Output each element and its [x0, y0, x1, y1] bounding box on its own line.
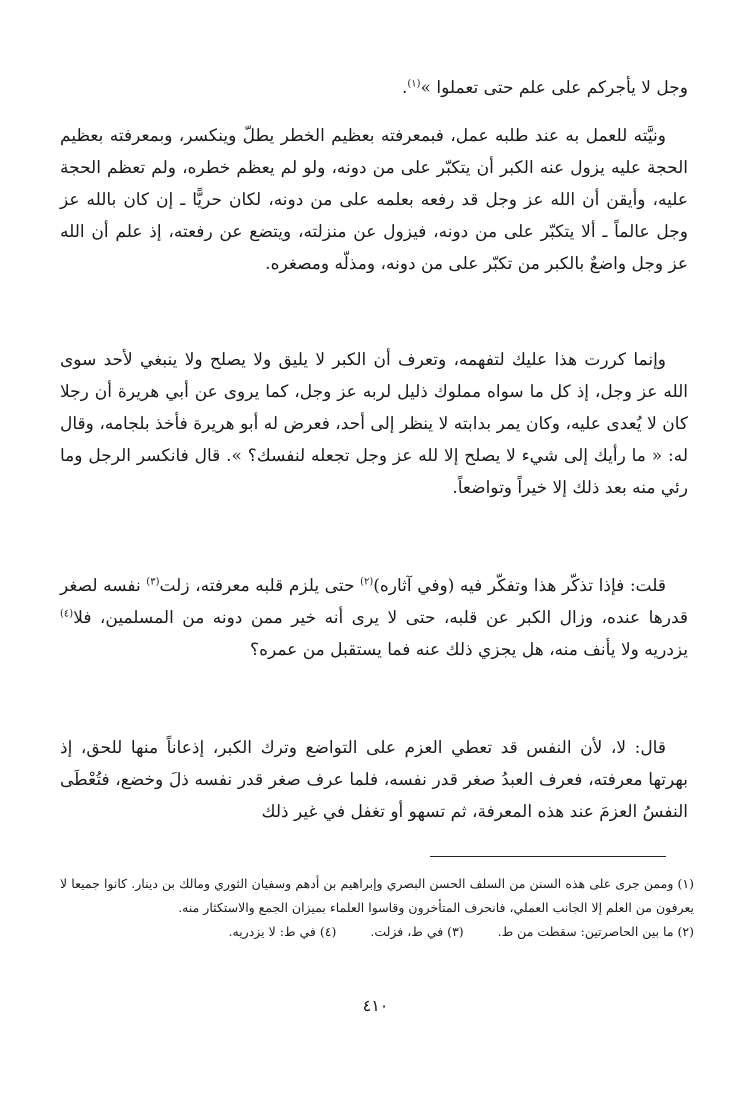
footnotes-row — [60, 920, 694, 944]
footnote-ref-4: (٤) — [60, 608, 74, 620]
paragraph-5: قال: لا، لأن النفس قد تعطي العزم على التواضع وترك الكبر، إذعاناً منها للحق، إذ بهرتها معرفته، فعرف العبدُ صغر قدر نفسه، فلما عرف صغر قدر نفسه ذلَ وخضع، فتُعْطَى النفسُ العزمَ عند هذه المعرفة، ثم تسهو أو تغفل في غير ذلك — [60, 738, 688, 822]
footnote-3: (٣) في ط، فزلت. — [370, 924, 464, 939]
footnote-4: (٤) في ط: لا يزدريه. — [228, 924, 337, 939]
footnote-1: (١) وممن جرى على هذه السنن من السلف الحسن البصري وإبراهيم بن أدهم وسفيان الثوري ومالك بن دينار. كانوا جميعا لا يعرفون من العلم إلا الجانب العملي، فانحرف المتأخرون وقاسوا العلماء بميزان الجمع والاستكثار منه. — [60, 876, 694, 915]
body-text-block-4 — [60, 570, 688, 666]
page-number: ٤١٠ — [362, 996, 389, 1015]
body-text-block-2 — [60, 120, 688, 280]
footnotes — [60, 872, 694, 944]
footnote-2: (٢) ما بين الحاصرتين: سقطت من ط. — [497, 924, 694, 939]
body-text-block-5 — [60, 732, 688, 828]
footnote-ref-3: (٣) — [146, 576, 160, 588]
body-text-block-3 — [60, 344, 688, 504]
paragraph-1: وجل لا يأجركم على علم حتى تعملوا »$^{(١)}$. — [401, 78, 688, 98]
footnote-divider — [430, 856, 666, 857]
paragraph-3: وإنما كررت هذا عليك لتفهمه، وتعرف أن الكبر لا يليق ولا يصلح ولا ينبغي لأحد سوى الله عز وجل، إذ كل ما سواه مملوك ذليل لربه عز وجل، كما يروى عن أبي هريرة أن رجلا كان لا يُعدى عليه، وكان يمر بدابته لا ينظر إلى أحد، فعرض له أبو هريرة فأخذ بلجامه، وقال له: « ما رأيك إلى شيء لا يصلح إلا لله عز وجل تجعله لنفسك؟ ». قال فانكسر الرجل وما رئي منه بعد ذلك إلا خيراً وتواضعاً. — [60, 350, 688, 498]
paragraph-4: قلت: فإذا تذكّر هذا وتفكّر فيه (وفي آثاره)$^{(٢)}$ حتى يلزم قلبه معرفته، زلت$^{(٣)}$ نفسه لصغر قدرها عنده، وزال الكبر عن قلبه، حتى لا يرى أنه خير ممن دونه من المسلمين، فلا$^{(٤)}$ يزدريه ولا يأنف منه، هل يجزي ذلك عنه فما يستقبل من عمره؟ — [60, 576, 688, 660]
footnote-ref-2: (٢) — [360, 576, 374, 588]
paragraph-2: ونيَّته للعمل به عند طلبه عمل، فبمعرفته بعظيم الخطر يطلّ وينكسر، وبمعرفته بعظيم الحجة عليه يزول عنه الكبر أن يتكبّر على من دونه، ولو لم يعظم خطره، ولم تعظم الحجة عليه، وأيقن أن الله عز وجل قد رفعه بعلمه على من دونه، لكان حريًّا ـ إن كان بالله عز وجل عالماً ـ ألا يتكبّر على من دونه، فيزول عن منزلته، ويتضع عن رفعته، إذ علم أن الله عز وجل واضعٌ بالكبر من تكبّر على من دونه، ومذلّه ومصغره. — [60, 126, 688, 274]
body-text — [60, 72, 688, 104]
footnote-ref-1: (١) — [407, 78, 421, 90]
